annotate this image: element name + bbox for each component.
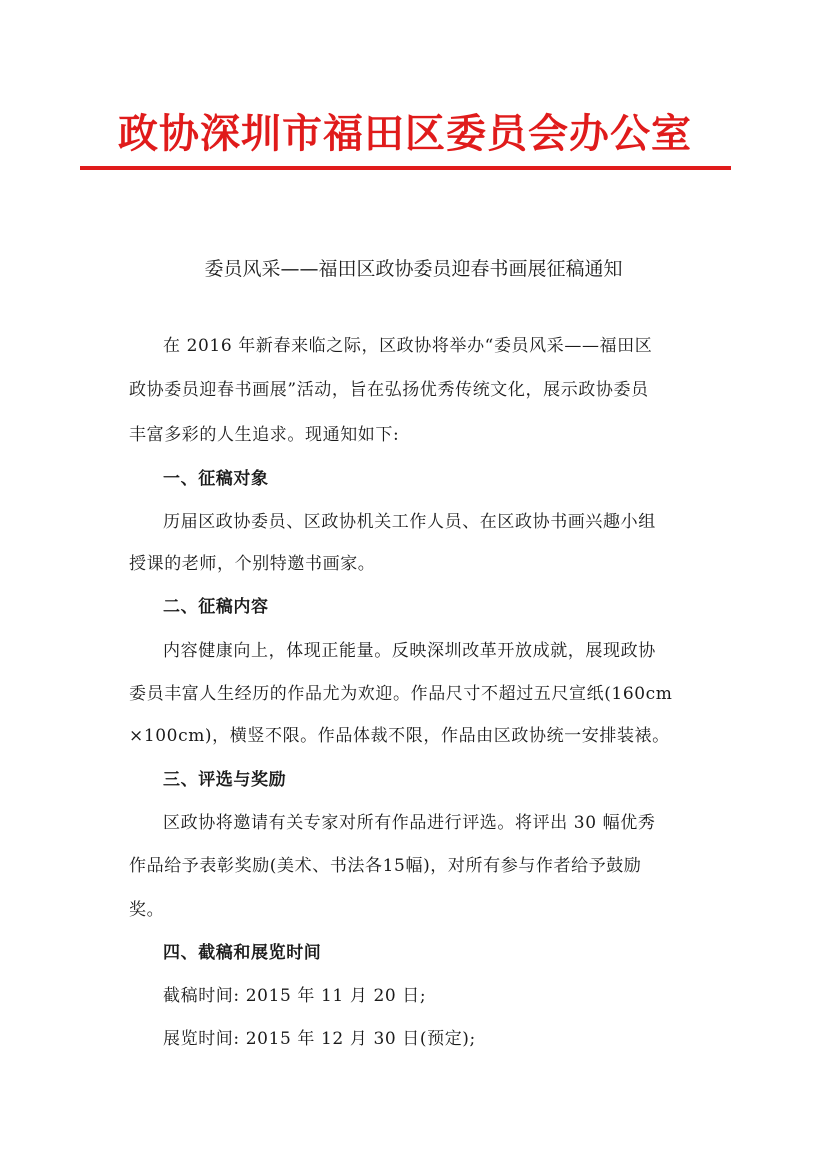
section-heading: 四、截稿和展览时间 [163, 943, 322, 963]
letterhead-red-rule [80, 166, 731, 170]
intro-line: 政协委员迎春书画展”活动，旨在弘扬优秀传统文化，展示政协委员 [129, 380, 649, 400]
letterhead-title: 政协深圳市福田区委员会办公室 [118, 110, 692, 157]
section-line: 奖。 [129, 900, 165, 920]
section-line: 区政协将邀请有关专家对所有作品进行评选。将评出 30 幅优秀 [163, 813, 656, 833]
section-line: 内容健康向上，体现正能量。反映深圳改革开放成就，展现政协 [163, 641, 656, 661]
section-line: 委员丰富人生经历的作品尤为欢迎。作品尺寸不超过五尺宣纸(160cm [129, 684, 673, 704]
section-line: 作品给予表彰奖励(美术、书法各15幅)，对所有参与作者给予鼓励 [129, 856, 642, 876]
section-line: 授课的老师，个别特邀书画家。 [129, 554, 376, 574]
intro-line: 在 2016 年新春来临之际，区政协将举办“委员风采——福田区 [163, 336, 653, 356]
section-line: 截稿时间: 2015 年 11 月 20 日; [163, 986, 427, 1006]
section-line: ×100cm)，横竖不限。作品体裁不限，作品由区政协统一安排装裱。 [129, 726, 670, 746]
document-title: 委员风采——福田区政协委员迎春书画展征稿通知 [204, 258, 623, 280]
section-line: 历届区政协委员、区政协机关工作人员、在区政协书画兴趣小组 [163, 512, 656, 532]
section-line: 展览时间: 2015 年 12 月 30 日(预定); [163, 1029, 476, 1049]
section-heading: 二、征稿内容 [163, 597, 269, 617]
section-heading: 一、征稿对象 [163, 469, 269, 489]
intro-line: 丰富多彩的人生追求。现通知如下: [129, 425, 400, 445]
section-heading: 三、评选与奖励 [163, 770, 287, 790]
